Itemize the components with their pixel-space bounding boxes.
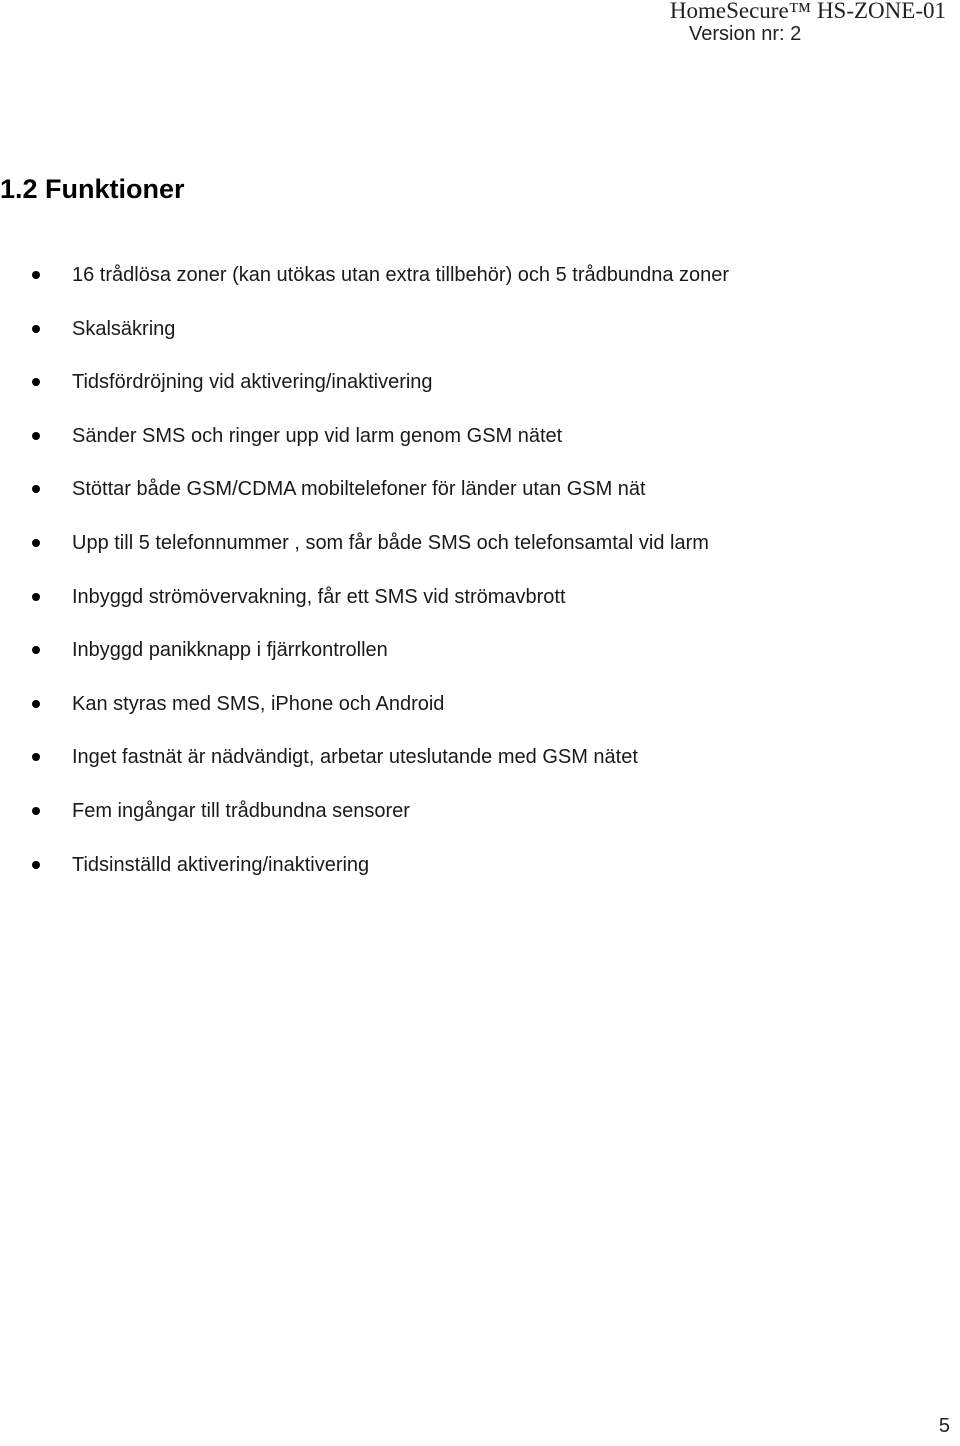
bullet-icon [32, 593, 40, 601]
feature-text: Skalsäkring [72, 317, 176, 340]
section-heading: 1.2 Funktioner [0, 174, 185, 204]
bullet-icon [32, 485, 40, 493]
feature-text: Inget fastnät är nädvändigt, arbetar uteslutande med GSM nätet [72, 746, 638, 769]
feature-text: Tidsfördröjning vid aktivering/inaktivering [72, 371, 433, 394]
bullet-icon [32, 271, 40, 279]
feature-text: Tidsinställd aktivering/inaktivering [72, 853, 370, 876]
bullet-icon [32, 861, 40, 869]
bullet-icon [32, 807, 40, 815]
bullet-icon [32, 646, 40, 654]
page-number: 5 [938, 1415, 950, 1437]
feature-text: Kan styras med SMS, iPhone och Android [72, 692, 445, 715]
feature-text: Inbyggd panikknapp i fjärrkontrollen [72, 639, 388, 662]
header-version: Version nr: 2 [689, 23, 802, 45]
bullet-icon [32, 432, 40, 440]
feature-text: 16 trådlösa zoner (kan utökas utan extra tillbehör) och 5 trådbundna zoner [72, 264, 730, 286]
feature-text: Sänder SMS och ringer upp vid larm genom GSM nätet [72, 424, 563, 447]
bullet-icon [32, 753, 40, 761]
bullet-icon [32, 539, 40, 547]
feature-text: Upp till 5 telefonnummer , som får både SMS och telefonsamtal vid larm [72, 531, 709, 554]
feature-text: Inbyggd strömövervakning, får ett SMS vid strömavbrott [72, 585, 566, 608]
feature-text: Stöttar både GSM/CDMA mobiltelefoner för länder utan GSM nät [72, 478, 646, 501]
header-product-name: HomeSecure™ HS-ZONE-01 [669, 0, 946, 23]
bullet-icon [32, 700, 40, 708]
feature-text: Fem ingångar till trådbundna sensorer [72, 799, 410, 822]
bullet-icon [32, 378, 40, 386]
bullet-icon [32, 325, 40, 333]
